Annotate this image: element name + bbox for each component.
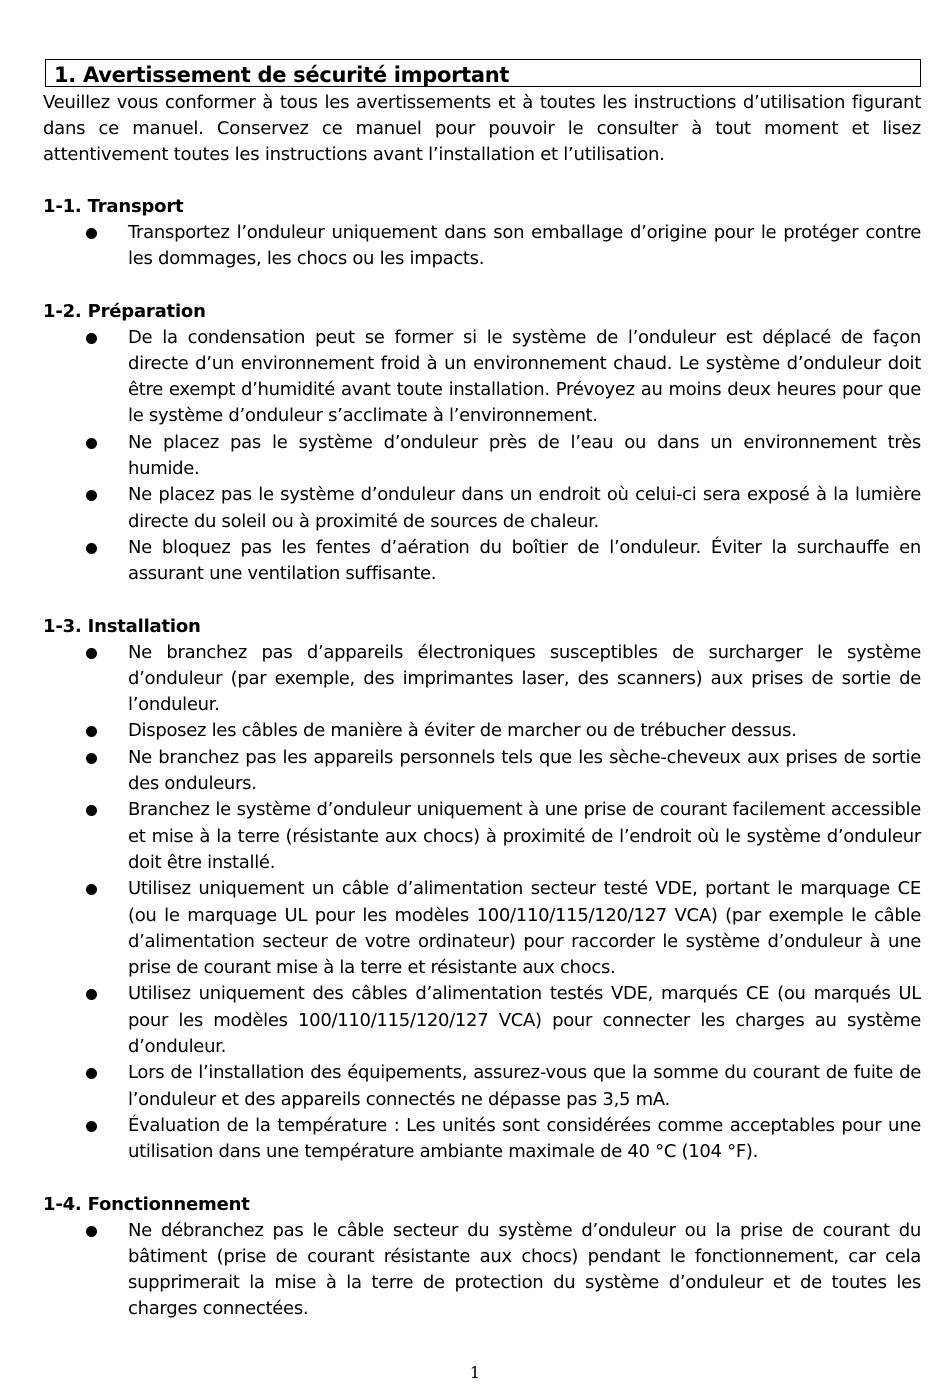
bullet-item (43, 876, 921, 981)
bullet-list (43, 220, 921, 273)
bullet-text: Évaluation de la température : Les unités sont considérées comme acceptables pour une utilisation dans une température ambiante maximale de 40 °C (104 °F). (128, 1114, 921, 1163)
intro-paragraph: Veuillez vous conformer à tous les avertissements et à toutes les instructions d’utilisation figurant dans ce manuel. Conservez ce manuel pour pouvoir le consulter à tout moment et lisez attentivement toutes les instructions avant l’installation et l’utilisation. (43, 92, 921, 165)
bullet-list (43, 1218, 921, 1323)
bullet-icon (86, 989, 97, 1000)
section-fonctionnement (43, 1192, 921, 1323)
bullet-icon (86, 884, 97, 895)
bullet-item (43, 1113, 921, 1166)
bullet-list (43, 325, 921, 588)
bullet-list (43, 640, 921, 1166)
bullet-icon (86, 1068, 97, 1079)
bullet-item (43, 430, 921, 483)
bullet-item (43, 745, 921, 798)
bullet-text: De la condensation peut se former si le système de l’onduleur est déplacé de façon directe d’un environnement froid à un environnement chaud. Le système d’onduleur doit être exempt d’humidité avant toute installation. Prévoyez au moins deux heures pour que le système d’onduleur s’acclimate à l’environnement. (128, 326, 921, 427)
bullet-item (43, 220, 921, 273)
bullet-icon (86, 753, 97, 764)
bullet-icon (86, 648, 97, 659)
section-heading: 1-2. Préparation (43, 300, 206, 322)
bullet-text: Ne placez pas le système d’onduleur près de l’eau ou dans un environnement très humide. (128, 431, 921, 480)
bullet-text: Transportez l’onduleur uniquement dans son emballage d’origine pour le protéger contre les dommages, les chocs ou les impacts. (128, 222, 921, 270)
bullet-text: Utilisez uniquement des câbles d’alimentation testés VDE, marqués CE (ou marqués UL pour les modèles 100/110/115/120/127 VCA) pour connecter les charges au système d’onduleur. (128, 983, 921, 1058)
bullet-item (43, 718, 921, 744)
section-installation (43, 614, 921, 1166)
bullet-icon (86, 490, 97, 501)
bullet-text: Ne bloquez pas les fentes d’aération du boîtier de l’onduleur. Éviter la surchauffe en assurant une ventilation suffisante. (128, 536, 921, 585)
bullet-item (43, 640, 921, 719)
bullet-icon (86, 438, 97, 449)
bullet-item (43, 981, 921, 1060)
bullet-text: Ne débranchez pas le câble secteur du système d’onduleur ou la prise de courant du bâtiment (prise de courant résistante aux chocs) pendant le fonctionnement, car cela supprimerait la mise à la terre de protection du système d’onduleur et de toutes les charges connectées. (128, 1219, 921, 1320)
document-page (43, 59, 921, 1323)
section-preparation (43, 299, 921, 588)
bullet-icon (86, 333, 97, 344)
section-heading: 1-1. Transport (43, 196, 184, 217)
bullet-icon (86, 1121, 97, 1132)
bullet-item (43, 482, 921, 535)
bullet-text: Utilisez uniquement un câble d’alimentation secteur testé VDE, portant le marquage CE (ou le marquage UL pour les modèles 100/110/115/120/127 VCA) (par exemple le câble d’alimentation secteur de votre ordinateur) pour raccorder le système d’onduleur à une prise de courant mise à la terre et résistante aux chocs. (128, 878, 921, 979)
bullet-item (43, 1218, 921, 1323)
bullet-item (43, 797, 921, 876)
bullet-text: Ne branchez pas d’appareils électroniques susceptibles de surcharger le système d’onduleur (par exemple, des imprimantes laser, des scanners) aux prises de sortie de l’onduleur. (128, 641, 921, 716)
bullet-item (43, 325, 921, 430)
section-heading: 1-4. Fonctionnement (43, 1193, 250, 1215)
bullet-item (43, 1060, 921, 1113)
bullet-icon (86, 805, 97, 816)
bullet-icon (86, 1226, 97, 1237)
bullet-text: Ne branchez pas les appareils personnels tels que les sèche-cheveux aux prises de sortie des onduleurs. (128, 746, 921, 795)
bullet-text: Ne placez pas le système d’onduleur dans un endroit où celui-ci sera exposé à la lumière directe du soleil ou à proximité de sources de chaleur. (128, 484, 921, 532)
page-title: 1. Avertissement de sécurité important (45, 59, 921, 87)
section-heading: 1-3. Installation (43, 615, 201, 637)
page-number: 1 (469, 1363, 481, 1382)
bullet-icon (86, 726, 97, 737)
bullet-item (43, 535, 921, 588)
bullet-text: Branchez le système d’onduleur uniquement à une prise de courant facilement accessible et mise à la terre (résistante aux chocs) à proximité de l’endroit où le système d’onduleur doit être installé. (128, 799, 921, 873)
bullet-icon (86, 543, 97, 554)
section-transport (43, 194, 921, 273)
bullet-text: Lors de l’installation des équipements, assurez-vous que la somme du courant de fuite de l’onduleur et des appareils connectés ne dépasse pas 3,5 mA. (128, 1062, 921, 1110)
bullet-text: Disposez les câbles de manière à éviter de marcher ou de trébucher dessus. (128, 720, 797, 742)
bullet-icon (86, 228, 97, 239)
